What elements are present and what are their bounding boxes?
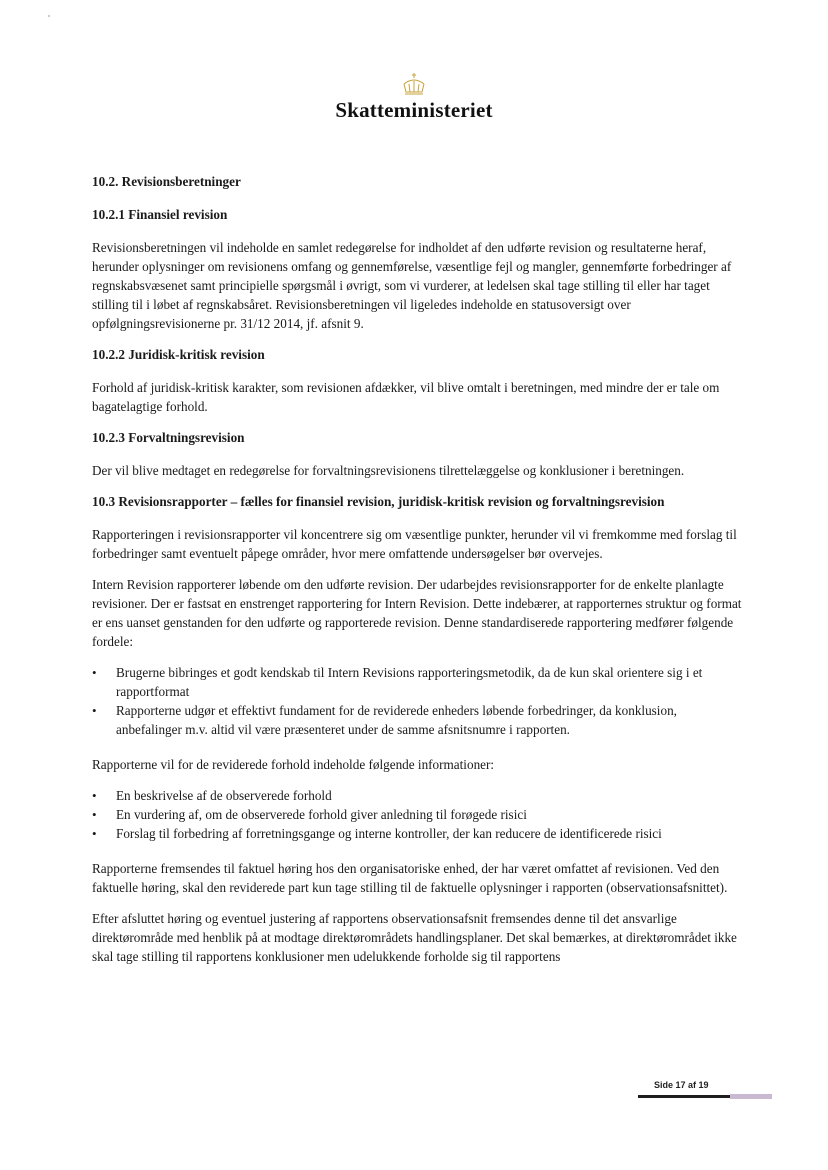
bullet-list-informations [92, 786, 742, 843]
scan-speck [48, 15, 50, 17]
ministry-logo [0, 72, 828, 123]
paragraph: Der vil blive medtaget en redegørelse for forvaltningsrevisionens tilrettelæggelse og konklusioner i beretningen. [92, 463, 685, 478]
paragraph: Revisionsberetningen vil indeholde en samlet redegørelse for indholdet af den udførte revision og resultaterne heraf, herunder oplysninger om revisionens omfang og gennemførelse, væsentlige fejl og mangler, gennemførte forbedringer af regnskabsvæsenet samt principielle spørgsmål i øvrigt, som vi vurderer, at ledelsen skal tage stilling til eller har taget stilling til i løbet af regnskabsåret. Revisionsberetningen vil ligeledes indeholde en statusoversigt over opfølgningsrevisionerne pr. 31/12 2014, jf. afsnit 9. [92, 240, 732, 331]
section-heading-10-2-2: 10.2.2 Juridisk-kritisk revision [92, 347, 265, 362]
list-item: • Brugerne bibringes et godt kendskab til Intern Revisions rapporteringsmetodik, da de kun skal orientere sig i et rapportformat [116, 663, 742, 701]
paragraph: Intern Revision rapporterer løbende om den udførte revision. Der udarbejdes revisionsrapporter for de enkelte planlagte revisioner. Der er fastsat en enstrenget rapportering for Intern Revision. Dette indebærer, at rapporternes struktur og format er ens uanset genstanden for den udførte og rapporterede revision. Denne standardiserede rapportering medfører følgende fordele: [92, 577, 742, 649]
footer-bar-dark [638, 1095, 730, 1098]
footer-bar-light [730, 1094, 772, 1099]
footer-bar [638, 1094, 772, 1099]
list-item: • En beskrivelse af de observerede forhold [116, 786, 742, 805]
paragraph: Rapporterne fremsendes til faktuel høring hos den organisatoriske enhed, der har været omfattet af revisionen. Ved den faktuelle høring, skal den reviderede part kun tage stilling til de faktuelle oplysninger i rapporten (observationsafsnittet). [92, 861, 728, 895]
list-item: • En vurdering af, om de observerede forhold giver anledning til forøgede risici [116, 805, 742, 824]
paragraph: Rapporterne vil for de reviderede forhold indeholde følgende informationer: [92, 757, 495, 772]
section-heading-10-3: 10.3 Revisionsrapporter – fælles for finansiel revision, juridisk-kritisk revision og forvaltningsrevision [92, 494, 665, 509]
section-heading-10-2-1: 10.2.1 Finansiel revision [92, 207, 228, 222]
list-item: • Forslag til forbedring af forretningsgange og interne kontroller, der kan reducere de identificerede risici [116, 824, 742, 843]
paragraph: Rapporteringen i revisionsrapporter vil koncentrere sig om væsentlige punkter, herunder vil vi fremkomme med forslag til forbedringer samt eventuelt påpege områder, hvor mere omfattende undersøgelser bør overvejes. [92, 527, 737, 561]
section-heading-10-2-3: 10.2.3 Forvaltningsrevision [92, 430, 245, 445]
page-number: Side 17 af 19 [654, 1080, 709, 1090]
paragraph: Forhold af juridisk-kritisk karakter, som revisionen afdækker, vil blive omtalt i beretningen, med mindre der er tale om bagatelagtige forhold. [92, 380, 720, 414]
paragraph: Efter afsluttet høring og eventuel justering af rapportens observationsafsnit fremsendes denne til det ansvarlige direktørområde med henblik på at modtage direktørområdets handlingsplaner. Det skal bemærkes, at direktørområdet ikke skal tage stilling til rapportens konklusioner men udelukkende forholde sig til rapportens [92, 911, 737, 964]
ministry-name: Skatteministeriet [335, 98, 493, 122]
section-heading-10-2: 10.2. Revisionsberetninger [92, 174, 241, 189]
list-item: • Rapporterne udgør et effektivt fundament for de reviderede enheders løbende forbedringer, da konklusion, anbefalinger m.v. altid vil være præsenteret under de samme afsnitsnumre i rapporten. [116, 701, 742, 739]
crown-icon [400, 72, 428, 96]
bullet-list-advantages [92, 663, 742, 739]
document-body [92, 172, 742, 978]
